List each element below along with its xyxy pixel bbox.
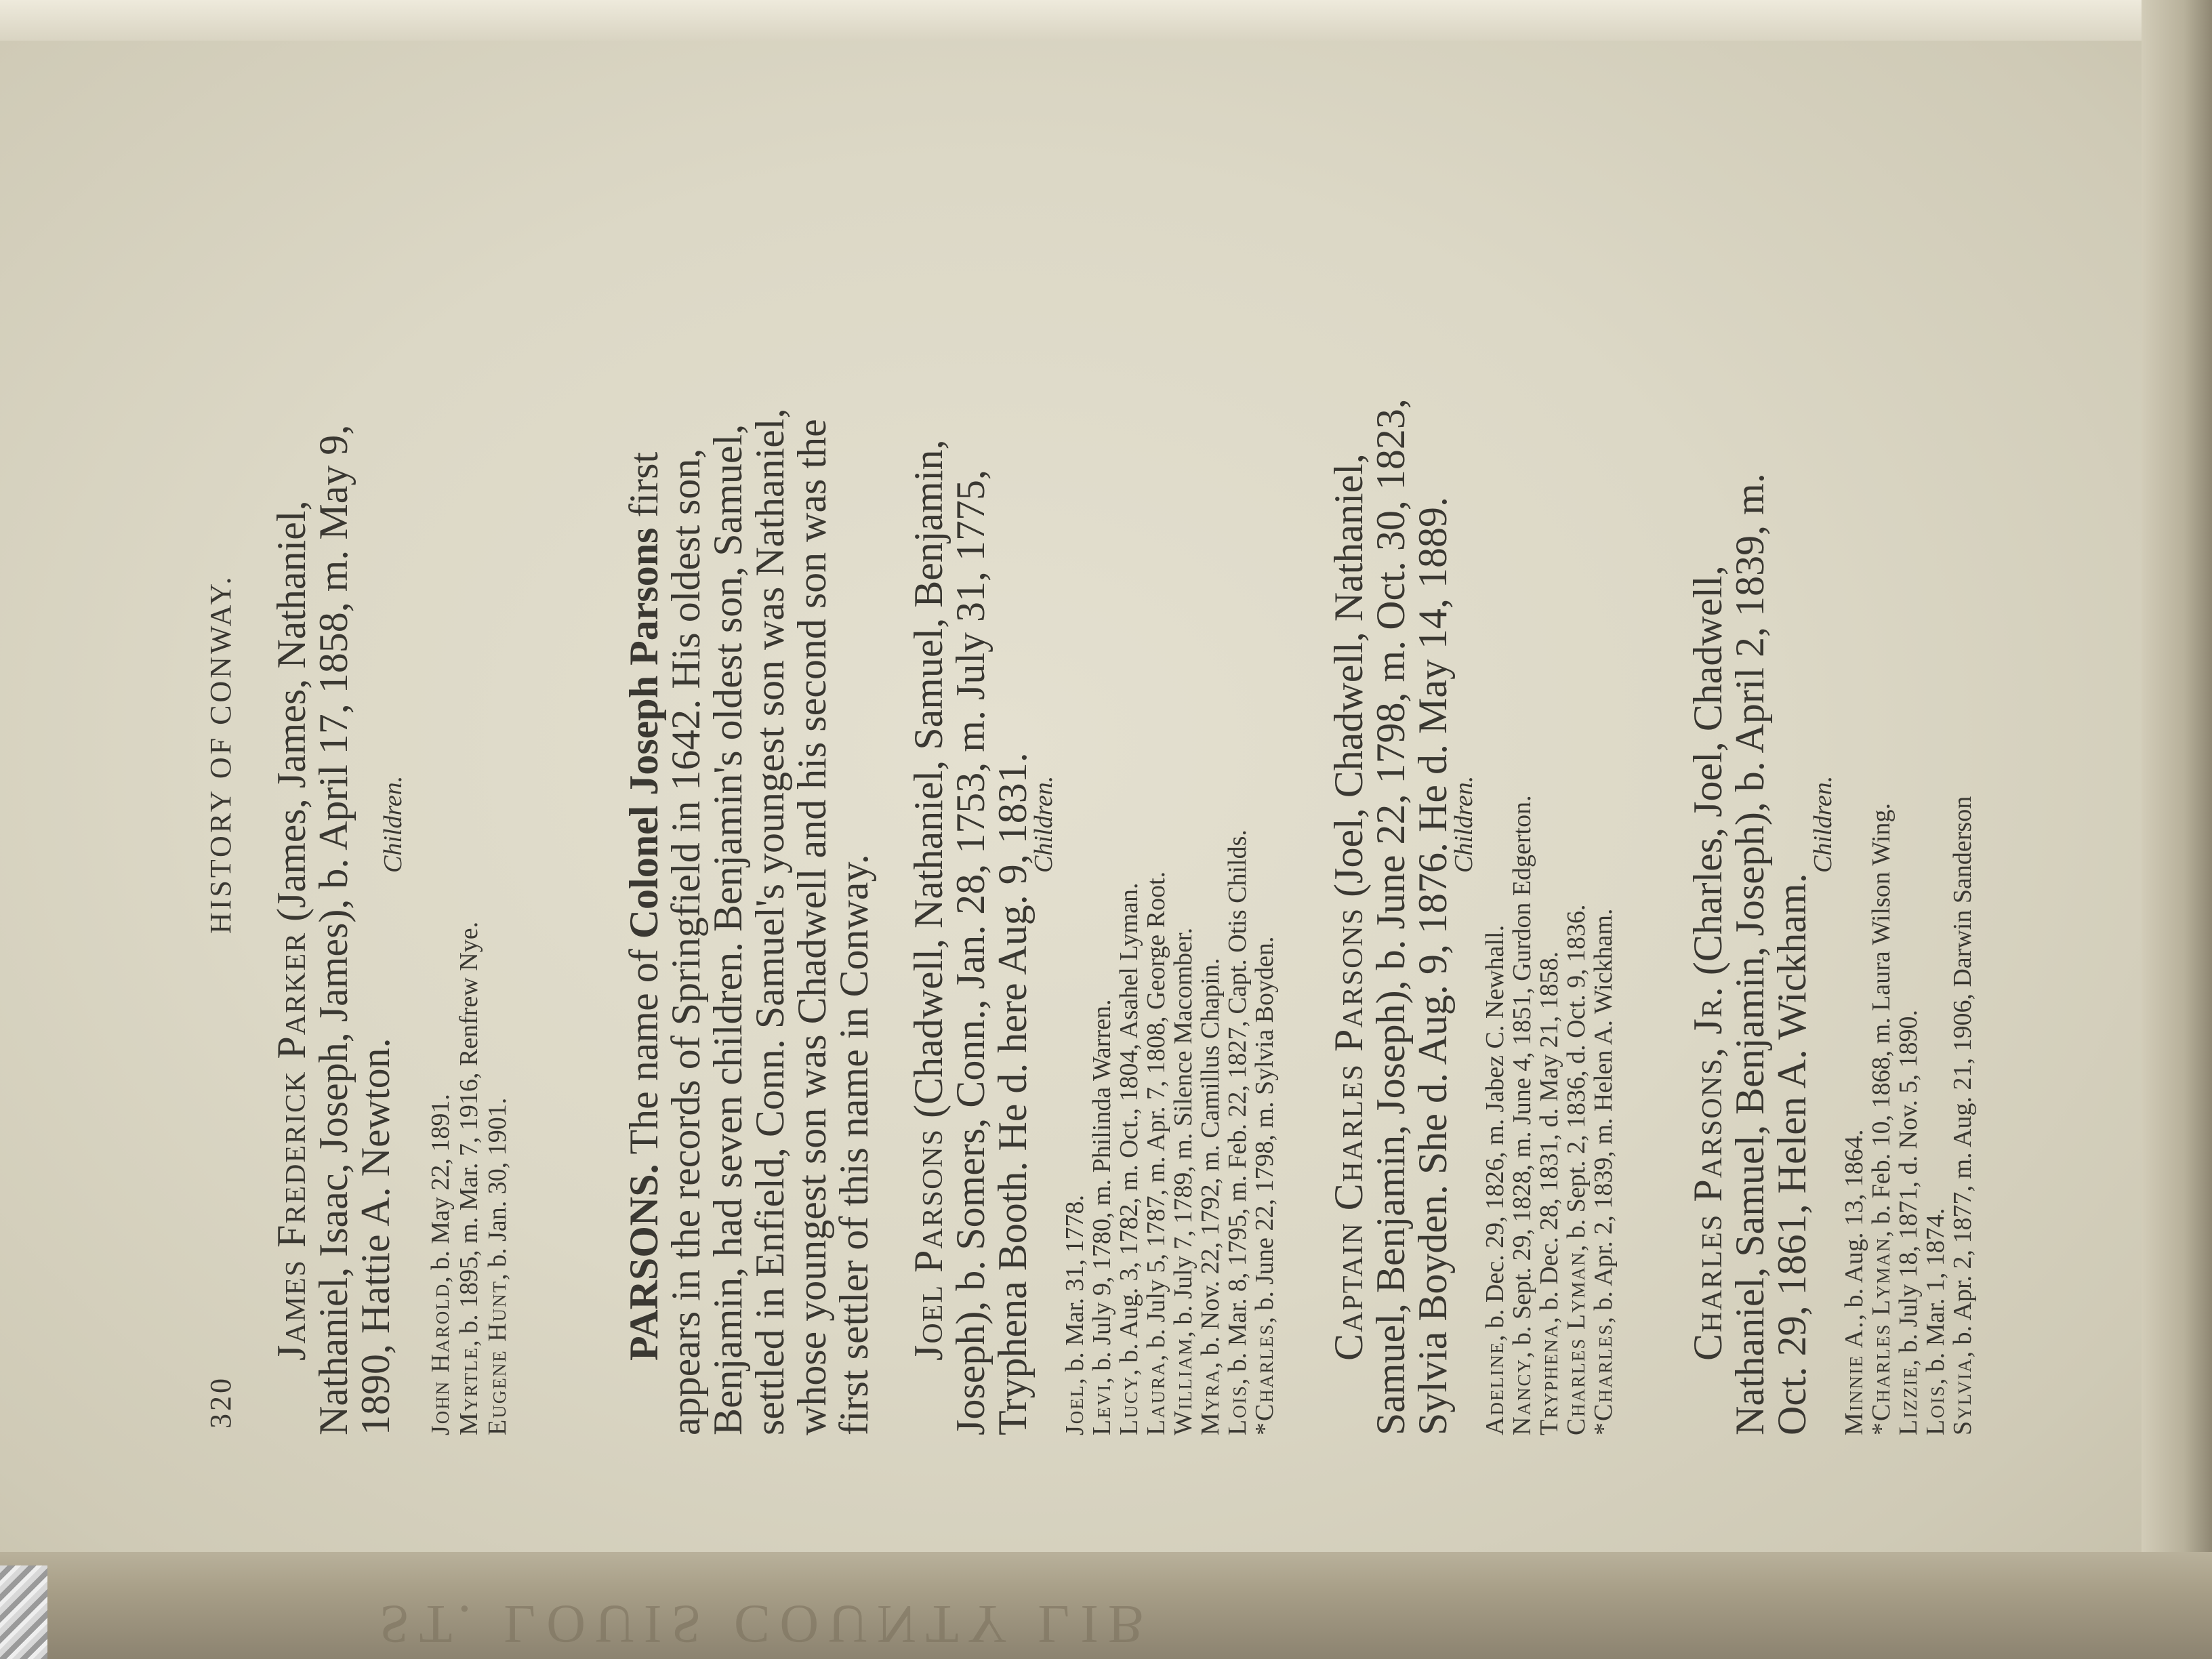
joel-children-heading: Children. (1029, 775, 1058, 873)
parker-child-3: Eugene Hunt, b. Jan. 30, 1901. (483, 1097, 512, 1435)
charles-jr-child-2: *Charles Lyman, b. Feb. 10, 1868, m. Laura Wilson Wing. (1867, 802, 1896, 1435)
captain-charles-line-2: Samuel, Benjamin, Joseph), b. June 22, 1798, m. Oct. 30, 1823, (1368, 398, 1413, 1435)
captain-charles-child-2: Nancy, b. Sept. 29, 1828, m. June 4, 1851, Gurdon Edgerton. (1508, 795, 1536, 1435)
parsons-intro-line-1: PARSONS. The name of Colonel Joseph Parsons first (621, 451, 666, 1361)
page-number: 320 (204, 1376, 237, 1429)
charles-jr-line-3: Oct. 29, 1861, Helen A. Wickham. (1769, 873, 1814, 1435)
charles-jr-line-2: Nathaniel, Samuel, Benjamin, Joseph), b. April 2, 1839, m. (1727, 473, 1772, 1435)
charles-jr-child-1: Minnie A., b. Aug. 13, 1864. (1840, 1129, 1868, 1435)
parsons-intro-line-4: settled in Enfield, Conn. Samuel's youngest son was Nathaniel, (747, 408, 792, 1435)
parsons-intro-line-3: Benjamin, had seven children. Benjamin's oldest son, Samuel, (705, 424, 750, 1435)
joel-line-1: Joel Parsons (Chadwell, Nathaniel, Samuel, Benjamin, (906, 439, 951, 1361)
captain-charles-child-4: Charles Lyman, b. Sept. 2, 1836, d. Oct. 9, 1836. (1562, 904, 1591, 1435)
parker-line-1: James Frederick Parker (James, James, Nathaniel, (269, 500, 314, 1361)
captain-charles-child-1: Adeline, b. Dec. 29, 1826, m. Jabez C. Newhall. (1481, 924, 1509, 1435)
captain-charles-line-1: Captain Charles Parsons (Joel, Chadwell, Nathaniel, (1326, 453, 1371, 1361)
parsons-intro-line-5: whose youngest son was Chadwell and his second son was the (790, 419, 834, 1435)
joel-child-7: Lois, b. Mar. 8, 1795, m. Feb. 22, 1827, Capt. Otis Childs. (1223, 830, 1252, 1435)
running-head: HISTORY OF CONWAY. (204, 574, 237, 934)
joel-child-4: Laura, b. July 5, 1787, m. Apr. 7, 1808, George Root. (1142, 871, 1170, 1435)
captain-charles-child-5: *Charles, b. Apr. 2, 1839, m. Helen A. Wickham. (1589, 908, 1618, 1435)
captain-charles-child-3: Tryphena, b. Dec. 28, 1831, d. May 21, 1858. (1535, 951, 1563, 1435)
captain-charles-children-heading: Children. (1450, 775, 1478, 873)
joel-child-2: Levi, b. July 9, 1780, m. Philinda Warren. (1088, 999, 1116, 1435)
joel-child-6: Myra, b. Nov. 22, 1792, m. Camillus Chapin. (1196, 958, 1225, 1435)
parker-child-2: Myrtle, b. 1895, m. Mar. 7, 1916, Renfrew Nye. (455, 921, 483, 1435)
parker-child-1: John Harold, b. May 22, 1891. (426, 1094, 455, 1435)
joel-line-2: Joseph), b. Somers, Conn., Jan. 28, 1753, m. July 31, 1775, (948, 470, 993, 1435)
parsons-intro-line-2: appears in the records of Springfield in 1642. His oldest son, (663, 448, 708, 1435)
charles-jr-children-heading: Children. (1809, 775, 1837, 873)
joel-child-5: William, b. July 7, 1789, m. Silence Macomber. (1169, 927, 1197, 1435)
joel-child-1: Joel, b. Mar. 31, 1778. (1061, 1195, 1089, 1435)
charles-jr-child-5: Sylvia, b. Apr. 2, 1877, m. Aug. 21, 1906, Darwin Sanderson (1948, 796, 1977, 1435)
parker-children-heading: Children. (379, 775, 407, 873)
charles-jr-child-4: Lois, b. Mar. 1, 1874. (1921, 1208, 1950, 1435)
parker-line-3: 1890, Hattie A. Newton. (353, 1038, 398, 1435)
charles-jr-child-3: Lizzie, b. July 18, 1871, d. Nov. 5, 1890. (1894, 1009, 1923, 1435)
joel-child-8: *Charles, b. June 22, 1798, m. Sylvia Boyden. (1250, 936, 1279, 1435)
charles-jr-line-1: Charles Parsons, Jr. (Charles, Joel, Chadwell, (1685, 565, 1730, 1361)
parker-line-2: Nathaniel, Isaac, Joseph, James), b. April 17, 1858, m. May 9, (311, 424, 356, 1435)
joel-line-3: Tryphena Booth. He d. here Aug. 9, 1831. (990, 752, 1035, 1435)
captain-charles-line-3: Sylvia Boyden. She d. Aug. 9, 1876. He d. May 14, 1889. (1410, 497, 1455, 1435)
joel-child-3: Lucy, b. Aug. 3, 1782, m. Oct., 1804, Asahel Lyman. (1115, 882, 1143, 1435)
parsons-intro-line-6: first settler of this name in Conway. (832, 854, 876, 1435)
library-stamp: ST. LOUIS COUNTY LIB (380, 1594, 1154, 1654)
